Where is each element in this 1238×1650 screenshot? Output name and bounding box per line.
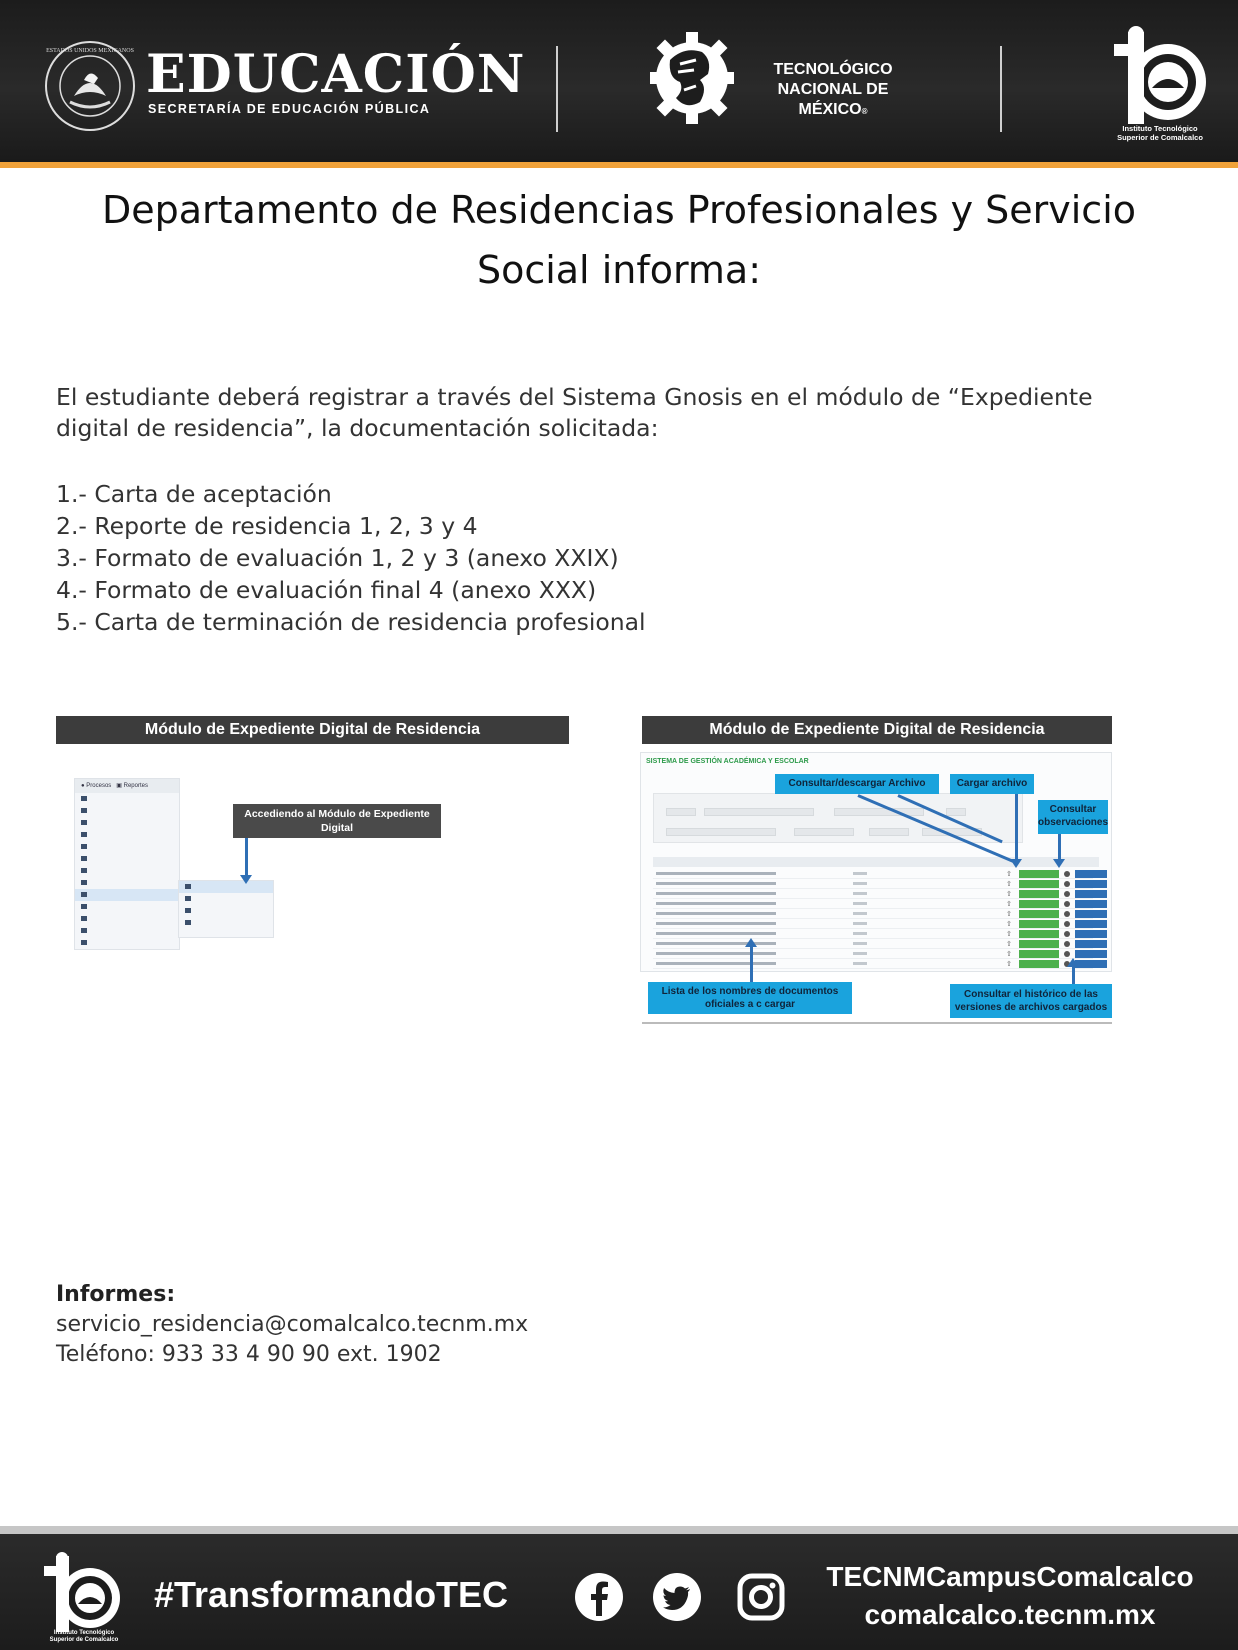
file-size-placeholder <box>853 892 867 895</box>
callout-download: Consultar/descargar Archivo <box>775 774 939 794</box>
view-icon[interactable] <box>1064 911 1070 917</box>
upload-icon[interactable]: ⇧ <box>1006 900 1012 908</box>
history-button[interactable] <box>1075 900 1107 908</box>
file-size-placeholder <box>853 922 867 925</box>
document-name-placeholder <box>656 942 776 945</box>
menu-tabs: ● Procesos ▣ Reportes <box>75 779 179 793</box>
list-item: 3.- Formato de evaluación 1, 2 y 3 (anexo XXIX) <box>56 544 619 572</box>
view-icon[interactable] <box>1064 901 1070 907</box>
history-button[interactable] <box>1075 890 1107 898</box>
figure1-callout <box>233 804 441 838</box>
facebook-icon[interactable] <box>574 1572 624 1622</box>
registered-mark: ® <box>861 107 868 116</box>
arrow-up-icon <box>1072 966 1075 984</box>
agency-subtitle: SECRETARÍA DE EDUCACIÓN PÚBLICA <box>148 102 431 116</box>
contact-email[interactable]: servicio_residencia@comalcalco.tecnm.mx <box>56 1312 529 1337</box>
upload-button[interactable] <box>1019 880 1059 888</box>
itsc-caption-line1: Instituto Tecnológico <box>1122 124 1198 133</box>
document-name-placeholder <box>656 902 776 905</box>
figure1-menu-screenshot <box>74 778 180 950</box>
intro-paragraph <box>56 382 1216 444</box>
history-button[interactable] <box>1075 880 1107 888</box>
document-name-placeholder <box>656 882 776 885</box>
table-row <box>653 899 1093 909</box>
callout-document-list-line2: oficiales a c cargar <box>704 999 796 1010</box>
table-row <box>653 879 1093 889</box>
itsc-logo-icon <box>38 1552 128 1636</box>
table-row <box>653 909 1093 919</box>
history-button[interactable] <box>1075 910 1107 918</box>
arrow-up-icon <box>750 946 753 982</box>
view-icon[interactable] <box>1064 881 1070 887</box>
table-row <box>653 889 1093 899</box>
history-button[interactable] <box>1075 920 1107 928</box>
callout-document-list-line1: Lista de los nombres de documentos <box>661 986 839 997</box>
intro-line1: El estudiante deberá registrar a través del Sistema Gnosis en el módulo de “Expediente <box>56 383 1093 411</box>
history-button[interactable] <box>1075 870 1107 878</box>
figure1-submenu <box>178 880 274 938</box>
file-size-placeholder <box>853 962 867 965</box>
view-icon[interactable] <box>1064 891 1070 897</box>
list-item: 2.- Reporte de residencia 1, 2, 3 y 4 <box>56 512 478 540</box>
callout-history-line1: Consultar el histórico de las <box>964 989 1098 1000</box>
page-title-line1: Departamento de Residencias Profesionales y Servicio <box>101 188 1137 232</box>
document-name-placeholder <box>656 932 776 935</box>
list-item: 4.- Formato de evaluación final 4 (anexo XXX) <box>56 576 597 604</box>
itsc-caption <box>1108 124 1212 142</box>
history-button[interactable] <box>1075 930 1107 938</box>
student-form <box>653 793 1023 843</box>
mexico-seal-icon <box>44 40 136 132</box>
file-size-placeholder <box>853 912 867 915</box>
agency-title: EDUCACIÓN <box>146 44 526 105</box>
document-name-placeholder <box>656 872 776 875</box>
file-size-placeholder <box>853 902 867 905</box>
list-item: 1.- Carta de aceptación <box>56 480 332 508</box>
tecnm-name-line1: TECNOLÓGICO <box>773 61 893 78</box>
footer-stripe <box>0 1526 1238 1534</box>
list-item: 5.- Carta de terminación de residencia profesional <box>56 608 646 636</box>
document-name-placeholder <box>656 922 776 925</box>
table-row <box>653 959 1093 969</box>
intro-line2: digital de residencia”, la documentación solicitada: <box>56 414 659 442</box>
document-name-placeholder <box>656 952 776 955</box>
table-row <box>653 869 1093 879</box>
callout-observations <box>1038 800 1108 834</box>
arrow-down-icon <box>1058 834 1061 860</box>
history-button[interactable] <box>1075 940 1107 948</box>
history-button[interactable] <box>1075 950 1107 958</box>
upload-button[interactable] <box>1019 910 1059 918</box>
upload-icon[interactable]: ⇧ <box>1006 950 1012 958</box>
social-handle <box>810 1558 1210 1634</box>
header-divider <box>1000 46 1002 132</box>
system-header: SISTEMA DE GESTIÓN ACADÉMICA Y ESCOLAR <box>646 758 809 765</box>
document-name-placeholder <box>656 962 776 965</box>
view-icon[interactable] <box>1064 941 1070 947</box>
figure1-callout-line2: Digital <box>320 822 354 834</box>
upload-button[interactable] <box>1019 940 1059 948</box>
table-row <box>653 919 1093 929</box>
svg-text:ESTADOS UNIDOS MEXICANOS: ESTADOS UNIDOS MEXICANOS <box>46 48 134 54</box>
file-size-placeholder <box>853 882 867 885</box>
figure2-divider <box>642 1022 1112 1024</box>
documents-table-header <box>653 857 1099 867</box>
footer-banner <box>0 1534 1238 1650</box>
callout-upload: Cargar archivo <box>950 774 1034 794</box>
figure1-callout-line1: Accediendo al Módulo de Expediente <box>244 808 430 820</box>
callout-observations-line1: Consultar <box>1049 804 1097 815</box>
figure2-title: Módulo de Expediente Digital de Residencia <box>642 716 1112 744</box>
callout-observations-line2: observaciones <box>1038 817 1109 828</box>
contact-phone: Teléfono: 933 33 4 90 90 ext. 1902 <box>56 1342 442 1367</box>
file-size-placeholder <box>853 952 867 955</box>
view-icon[interactable] <box>1064 871 1070 877</box>
file-size-placeholder <box>853 872 867 875</box>
upload-icon[interactable]: ⇧ <box>1006 910 1012 918</box>
contact-info <box>56 1280 528 1370</box>
tecnm-logo-icon <box>650 20 734 138</box>
upload-icon[interactable]: ⇧ <box>1006 880 1012 888</box>
upload-button[interactable] <box>1019 960 1059 968</box>
footer-logo-caption <box>36 1630 132 1644</box>
upload-icon[interactable]: ⇧ <box>1006 920 1012 928</box>
upload-button[interactable] <box>1019 900 1059 908</box>
table-row <box>653 939 1093 949</box>
table-row <box>653 949 1093 959</box>
upload-icon[interactable]: ⇧ <box>1006 960 1012 968</box>
twitter-icon[interactable] <box>652 1572 702 1622</box>
view-icon[interactable] <box>1064 921 1070 927</box>
header-banner <box>0 0 1238 168</box>
footer-logo-caption-line2: Superior de Comalcalco <box>49 1637 119 1643</box>
callout-document-list <box>648 982 852 1014</box>
itsc-caption-line2: Superior de Comalcalco <box>1117 133 1203 142</box>
website-link[interactable]: comalcalco.tecnm.mx <box>864 1599 1156 1630</box>
page-title <box>30 180 1208 300</box>
table-row <box>653 929 1093 939</box>
file-size-placeholder <box>853 942 867 945</box>
upload-button[interactable] <box>1019 930 1059 938</box>
document-list <box>56 478 646 638</box>
tecnm-name-line2: NACIONAL DE MÉXICO <box>777 81 889 118</box>
view-icon[interactable] <box>1064 951 1070 957</box>
arrow-down-icon <box>1015 794 1018 860</box>
upload-icon[interactable]: ⇧ <box>1006 930 1012 938</box>
file-size-placeholder <box>853 932 867 935</box>
hashtag: #TransformandoTEC <box>154 1574 509 1615</box>
tecnm-name <box>742 60 924 122</box>
history-button[interactable] <box>1075 960 1107 968</box>
view-icon[interactable] <box>1064 931 1070 937</box>
callout-history-line2: versiones de archivos cargados <box>954 1002 1108 1013</box>
contact-label: Informes: <box>56 1282 176 1307</box>
page-title-line2: Social informa: <box>476 248 762 292</box>
social-handle-name[interactable]: TECNMCampusComalcalco <box>826 1561 1194 1592</box>
upload-icon[interactable]: ⇧ <box>1006 940 1012 948</box>
upload-button[interactable] <box>1019 920 1059 928</box>
figure1-title: Módulo de Expediente Digital de Residencia <box>56 716 569 744</box>
footer-logo-caption-line1: Instituto Tecnológico <box>53 1630 115 1636</box>
upload-icon[interactable]: ⇧ <box>1006 890 1012 898</box>
document-name-placeholder <box>656 892 776 895</box>
upload-button[interactable] <box>1019 950 1059 958</box>
upload-button[interactable] <box>1019 890 1059 898</box>
arrow-down-icon <box>245 838 248 876</box>
document-name-placeholder <box>656 912 776 915</box>
itsc-logo-icon <box>1110 24 1214 132</box>
upload-icon[interactable]: ⇧ <box>1006 870 1012 878</box>
callout-history <box>950 984 1112 1018</box>
upload-button[interactable] <box>1019 870 1059 878</box>
instagram-icon[interactable] <box>736 1572 786 1622</box>
header-divider <box>556 46 558 132</box>
